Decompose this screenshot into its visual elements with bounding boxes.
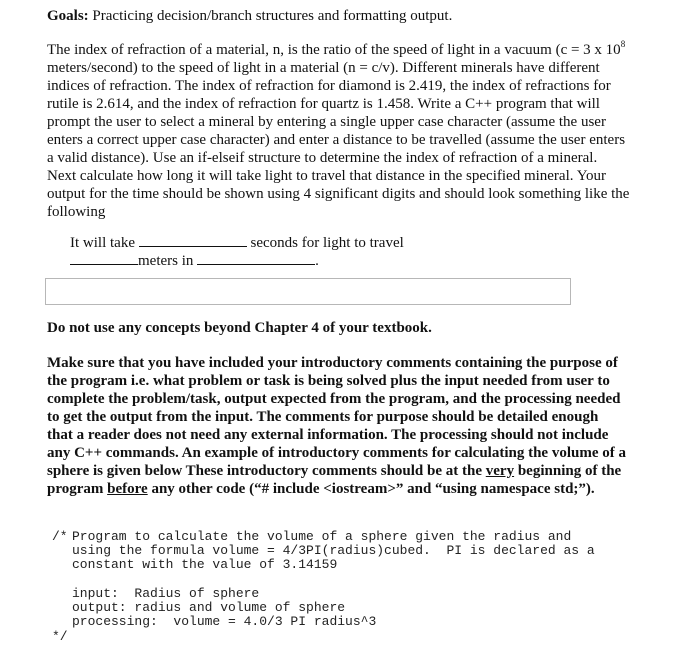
exponent: 8 bbox=[620, 39, 626, 49]
blank-distance bbox=[70, 251, 138, 265]
code-line: processing: volume = 4.0/3 PI radius^3 bbox=[72, 614, 377, 629]
paragraph-line: a valid distance). Use an if-elseif structure to determine the index of refraction of a mineral. bbox=[47, 150, 598, 166]
code-line: input: Radius of sphere bbox=[72, 586, 260, 601]
rules-line: that a reader does not need any external information. The processing should not include bbox=[47, 427, 609, 443]
paragraph-line: output for the time should be shown using 4 significant digits and should look something like the bbox=[47, 186, 630, 202]
paragraph-line bbox=[47, 41, 625, 59]
blank-time bbox=[139, 233, 247, 247]
sample-text: meters in bbox=[138, 253, 194, 269]
answer-input-box[interactable] bbox=[45, 278, 571, 305]
chapter-note: Do not use any concepts beyond Chapter 4 of your textbook. bbox=[47, 320, 432, 336]
underlined-word: very bbox=[485, 463, 515, 479]
rules-text: sphere is given below These introductory comments should be at the bbox=[47, 463, 486, 479]
code-line: output: radius and volume of sphere bbox=[72, 600, 346, 615]
paragraph-line: rutile is 2.614, and the index of refraction for quartz is 1.458. Write a C++ program that will bbox=[47, 96, 600, 112]
sample-output-line-1 bbox=[70, 233, 404, 252]
rules-line: to get the output from the input. The comments for purpose should be detailed enough bbox=[47, 409, 599, 425]
sample-output-line-2 bbox=[70, 251, 319, 270]
code-comment-open: /* bbox=[52, 529, 68, 544]
rules-line: complete the problem/task, output expected from the program, and the processing needed bbox=[47, 391, 621, 407]
sample-text: . bbox=[315, 253, 319, 269]
rules-text: beginning of the bbox=[514, 463, 622, 479]
rules-line: Make sure that you have included your introductory comments containing the purpose of bbox=[47, 355, 618, 371]
goals-line bbox=[47, 7, 667, 25]
code-line: Program to calculate the volume of a sphere given the radius and bbox=[72, 529, 572, 544]
sample-text: seconds for light to travel bbox=[250, 235, 404, 251]
paragraph-line: meters/second) to the speed of light in a material (n = c/v). Different minerals have different bbox=[47, 60, 600, 76]
sample-text: It will take bbox=[70, 235, 135, 251]
code-comment-close: */ bbox=[52, 629, 68, 644]
paragraph-text: The index of refraction of a material, n, is the ratio of the speed of light in a vacuum (c = 3 x 10 bbox=[47, 42, 621, 58]
goals-label: Goals: bbox=[47, 8, 89, 24]
rules-line: the program i.e. what problem or task is being solved plus the input needed from user to bbox=[47, 373, 610, 389]
rules-text: any other code (“# include <iostream>” and “using namespace std;”). bbox=[147, 481, 595, 497]
paragraph-line: prompt the user to select a mineral by entering a single upper case character (assume the user bbox=[47, 114, 606, 130]
underlined-word: before bbox=[107, 481, 148, 497]
blank-mineral bbox=[197, 251, 315, 265]
rules-line: any C++ commands. An example of introductory comments for calculating the volume of a bbox=[47, 445, 627, 461]
paragraph-line: Next calculate how long it will take light to travel that distance in the specified mineral. Your bbox=[47, 168, 607, 184]
paragraph-line: following bbox=[47, 204, 106, 220]
paragraph-line: enters a correct upper case character) and enter a distance to be travelled (assume the user enters bbox=[47, 132, 626, 148]
goals-text: Practicing decision/branch structures and formatting output. bbox=[88, 8, 453, 24]
rules-line bbox=[47, 480, 595, 498]
code-line: constant with the value of 3.14159 bbox=[72, 557, 338, 572]
paragraph-line: indices of refraction. The index of refraction for diamond is 2.419, the index of refractions for bbox=[47, 78, 611, 94]
rules-text: program bbox=[47, 481, 108, 497]
rules-line bbox=[47, 462, 621, 480]
code-line: using the formula volume = 4/3PI(radius)cubed. PI is declared as a bbox=[72, 543, 595, 558]
